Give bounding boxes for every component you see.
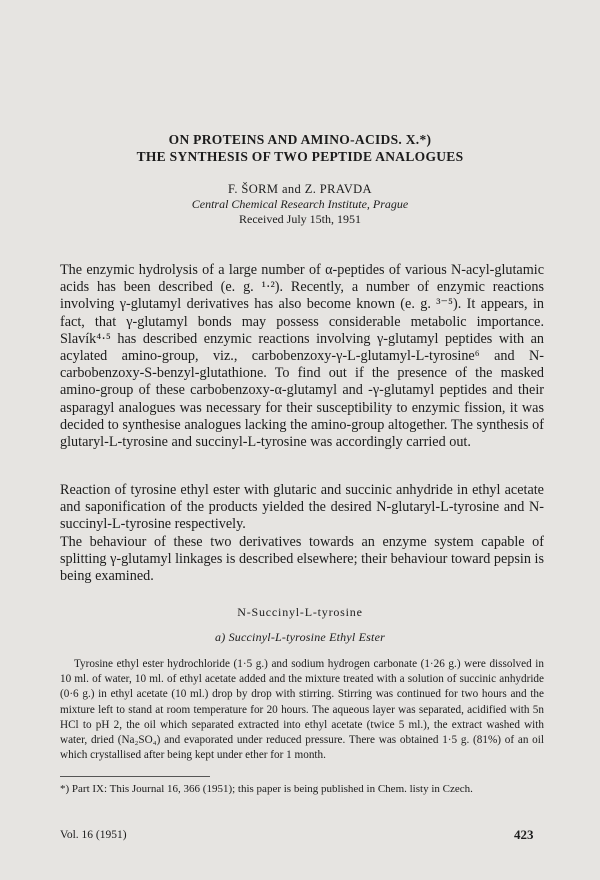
volume-label: Vol. 16 (1951): [60, 829, 127, 841]
paragraph-text: Tyrosine ethyl ester hydrochloride (1·5 g.) and sodium hydrogen carbonate (1·26 g.) were dissolved in 10 ml. of water, 10 ml. of ethyl acetate added and the mixture treated with a solution of succinic anhydride (0·6 g.) in ethyl acetate (10 ml.) drop by drop with stirring. Stirring was continued for two hours and the mixture left to stand at room temperature for 20 hours. The aqueous layer was separated, acidified with 5n HCl to pH 2, the oil which separated extracted into ethyl acetate (twice 5 ml.), the extract washed with water, dried (Na₂SO₄) and evaporated under reduced pressure. There was obtained 1·5 g. (81%) of an oil which crystallised after being kept under ether for 1 month.: [60, 658, 544, 762]
subsection-heading: a) Succinyl-L-tyrosine Ethyl Ester: [215, 630, 385, 644]
section-heading: N-Succinyl-L-tyrosine: [237, 605, 363, 619]
paragraph-text: The enzymic hydrolysis of a large number of α-peptides of various N-acyl-glutamic acids has been described (e. g. ¹·²). Recently, a number of enzymic reactions involving γ-glutamyl derivatives has also become known (e. g. ³⁻⁵). It appears, in fact, that γ-glutamyl bonds may possess considerable metabolic importance. Slavík⁴·⁵ has described enzymic reactions involving γ-glutamyl peptides with an acylated amino-group, viz., carbobenzoxy-γ-L-glutamyl-L-tyrosine⁶ and N-carbobenzoxy-S-benzyl-glutathione. To find out if the presence of the masked amino-group of these carbobenzoxy-α-glutamyl and -γ-glutamyl peptides and their asparagyl analogues was necessary for their susceptibility to enzymic fission, it was decided to synthesise analogues lacking the amino-group altogether. The synthesis of glutaryl-L-tyrosine and succinyl-L-tyrosine was accordingly carried out.: [60, 262, 544, 451]
received-date: Received July 15th, 1951: [239, 212, 361, 226]
page-number: 423: [514, 827, 534, 842]
article-title-line-2: THE SYNTHESIS OF TWO PEPTIDE ANALOGUES: [136, 149, 464, 164]
article-title-line-1: ON PROTEINS AND AMINO-ACIDS. X.*): [168, 132, 432, 147]
paragraph-text: The behaviour of these two derivatives towards an enzyme system capable of splitting γ-glutamyl linkages is described elsewhere; their behaviour toward pepsin is being examined.: [60, 534, 544, 585]
authors: F. ŠORM and Z. PRAVDA: [227, 182, 372, 196]
experimental-paragraph: [60, 657, 544, 763]
intro-paragraph-1: [60, 262, 544, 451]
footnote: *) Part IX: This Journal 16, 366 (1951); this paper is being published in Chem. listy in Czech.: [60, 783, 473, 795]
intro-paragraph-2: [60, 482, 544, 534]
footnote-divider: [60, 776, 210, 777]
paragraph-text: Reaction of tyrosine ethyl ester with glutaric and succinic anhydride in ethyl acetate and saponification of the products yielded the desired N-glutaryl-L-tyrosine and N-succinyl-L-tyrosine respectively.: [60, 482, 544, 533]
institute: Central Chemical Research Institute, Prague: [191, 197, 409, 211]
intro-paragraph-3: [60, 534, 544, 586]
